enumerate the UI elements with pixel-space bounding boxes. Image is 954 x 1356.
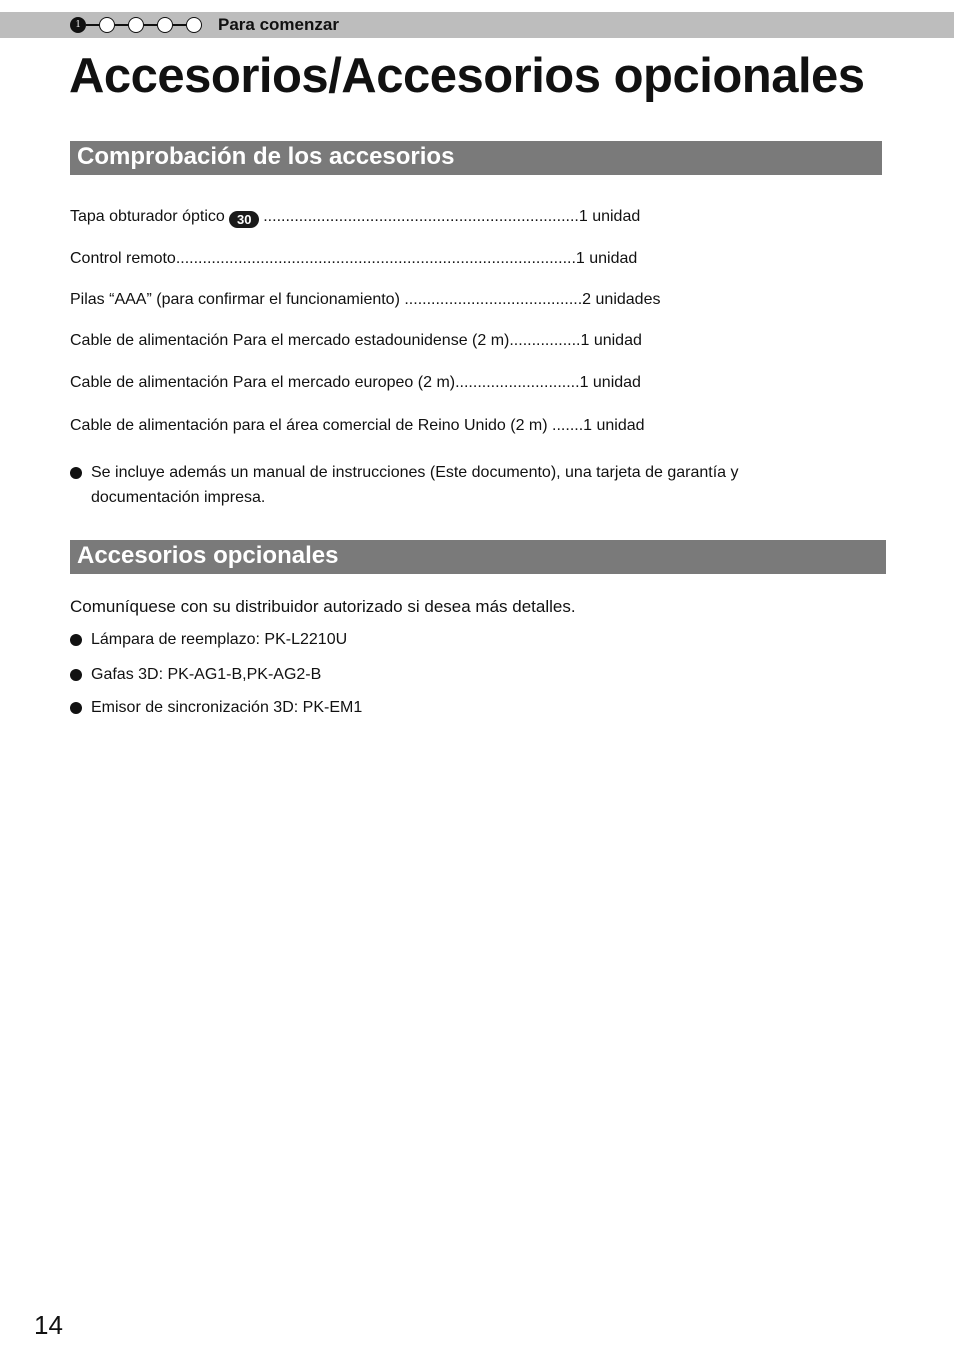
leader-dots: ................ (509, 332, 581, 349)
step-connector (173, 24, 186, 26)
step-4-icon (157, 17, 173, 33)
leader-dots: ....... (552, 417, 584, 434)
accessory-quantity: 1 unidad (583, 417, 645, 434)
accessory-quantity: 1 unidad (578, 208, 641, 225)
step-2-icon (99, 17, 115, 33)
optional-item (70, 627, 347, 652)
page-number: 14 (34, 1310, 63, 1340)
accessory-item (70, 416, 770, 436)
optional-item (70, 695, 362, 720)
section-heading-optional: Accesorios opcionales (70, 540, 886, 574)
included-note (70, 460, 738, 510)
bullet-icon (70, 634, 82, 646)
step-5-icon (186, 17, 202, 33)
accessory-quantity: 1 unidad (575, 250, 638, 267)
accessory-name: Cable de alimentación Para el mercado europeo (2 m) (70, 374, 456, 391)
leader-dots: .......................................................................................... (175, 250, 576, 267)
accessory-item (70, 331, 770, 351)
accessory-item (70, 207, 770, 228)
step-connector (144, 24, 157, 26)
accessory-name: Cable de alimentación Para el mercado estadounidense (2 m) (70, 332, 510, 349)
step-3-icon (128, 17, 144, 33)
leader-dots: ........................................ (404, 291, 583, 308)
note-line-2: documentación impresa. (91, 489, 266, 506)
header-section-label: Para comenzar (218, 15, 339, 34)
page-title: Accesorios/Accesorios opcionales (69, 49, 865, 103)
optional-item (70, 662, 321, 687)
accessory-name: Pilas “AAA” (para confirmar el funcionamiento) (70, 291, 405, 308)
step-connector (115, 24, 128, 26)
accessory-item (70, 290, 770, 310)
optional-item-text: Gafas 3D: PK-AG1-B,PK-AG2-B (91, 666, 322, 683)
accessory-name: Tapa obturador óptico (70, 208, 225, 225)
optional-item-text: Emisor de sincronización 3D: PK-EM1 (91, 699, 363, 716)
optional-intro: Comuníquese con su distribuidor autorizado si desea más detalles. (70, 597, 576, 616)
accessory-item (70, 373, 770, 393)
leader-dots: ....................................................................... (263, 208, 579, 225)
accessory-name: Control remoto (70, 250, 176, 267)
bullet-icon (70, 702, 82, 714)
optional-item-text: Lámpara de reemplazo: PK-L2210U (91, 631, 348, 648)
accessory-item (70, 249, 770, 269)
note-line-1: Se incluye además un manual de instrucciones (Este documento), una tarjeta de garantía y (91, 464, 739, 481)
bullet-icon (70, 467, 82, 479)
leader-dots: ............................ (455, 374, 580, 391)
accessory-quantity: 1 unidad (579, 374, 641, 391)
section-heading-accessories-check: Comprobación de los accesorios (70, 141, 882, 175)
step-1-icon: 1 (70, 17, 86, 33)
accessory-name: Cable de alimentación para el área comercial de Reino Unido (2 m) (70, 417, 553, 434)
accessory-quantity: 2 unidades (582, 291, 661, 308)
accessory-quantity: 1 unidad (580, 332, 642, 349)
step-connector (86, 24, 99, 26)
page-reference-badge[interactable]: 30 (229, 211, 259, 228)
bullet-icon (70, 669, 82, 681)
step-indicator (70, 15, 202, 35)
